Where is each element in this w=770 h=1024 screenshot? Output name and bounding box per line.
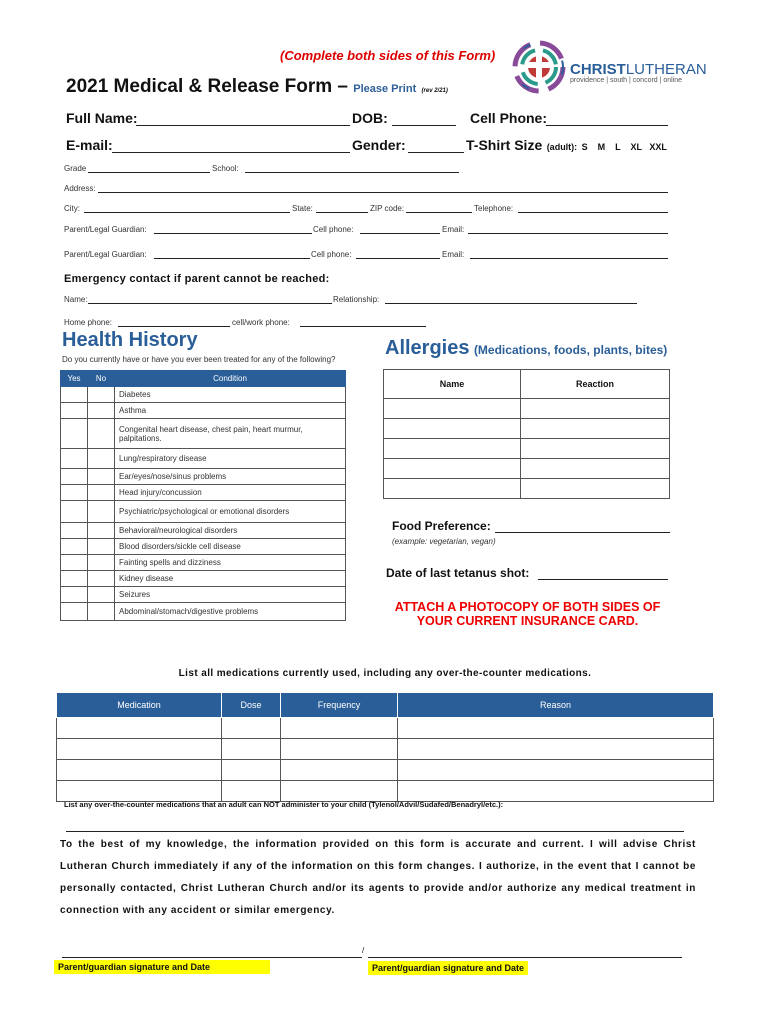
allergy-row[interactable] — [384, 479, 670, 499]
medication-row[interactable] — [57, 739, 714, 760]
telephone-field[interactable] — [518, 212, 668, 213]
condition-label: Abdominal/stomach/digestive problems — [115, 603, 346, 621]
tshirt-adult: (adult): — [546, 142, 578, 152]
condition-label: Seizures — [115, 587, 346, 603]
condition-label: Head injury/concussion — [115, 485, 346, 501]
state-label: State: — [292, 204, 313, 213]
emergency-heading: Emergency contact if parent cannot be reached: — [64, 273, 330, 285]
tshirt-group — [466, 137, 667, 155]
email2-field[interactable] — [470, 258, 668, 259]
emergency-name-label: Name: — [64, 295, 88, 304]
allergy-col-reaction: Reaction — [521, 370, 670, 399]
yes-cell[interactable] — [61, 403, 88, 419]
consent-paragraph: To the best of my knowledge, the information provided on this form is accurate and current. I will advise Christ Lutheran Church immediately if any of the information on this form changes. I authorize, in the event that I cannot be personally contacted, Christ Lutheran Church and/or its agents to provide and/or authorize any medical treatment in connection with any accident or similar emergency. — [60, 839, 696, 916]
gender-field[interactable] — [408, 152, 464, 153]
yes-cell[interactable] — [61, 539, 88, 555]
school-label: School: — [212, 164, 239, 173]
allergy-row[interactable] — [384, 459, 670, 479]
top-note: (Complete both sides of this Form) — [280, 48, 496, 63]
cell1-label: Cell phone: — [313, 225, 354, 234]
yes-cell[interactable] — [61, 449, 88, 469]
health-question: Do you currently have or have you ever been treated for any of the following? — [62, 355, 336, 364]
telephone-label: Telephone: — [474, 204, 514, 213]
med-col-reason: Reason — [398, 693, 714, 718]
yes-cell[interactable] — [61, 571, 88, 587]
cell-work-field[interactable] — [300, 326, 426, 327]
logo-brand-light: LUTHERAN — [625, 61, 707, 78]
allergies-heading: Allergies — [385, 337, 470, 359]
dob-label: DOB: — [352, 110, 388, 126]
condition-label: Blood disorders/sickle cell disease — [115, 539, 346, 555]
school-field[interactable] — [245, 172, 459, 173]
health-row — [61, 387, 346, 403]
health-row — [61, 501, 346, 523]
church-logo — [512, 40, 566, 94]
signature2-label: Parent/guardian signature and Date — [368, 961, 528, 975]
health-row — [61, 419, 346, 449]
email1-label: Email: — [442, 225, 465, 234]
home-phone-field[interactable] — [118, 326, 230, 327]
allergy-row[interactable] — [384, 399, 670, 419]
no-cell[interactable] — [88, 485, 115, 501]
logo-tagline: providence | south | concord | online — [570, 77, 683, 84]
yes-cell[interactable] — [61, 469, 88, 485]
med-col-frequency: Frequency — [281, 693, 398, 718]
yes-cell[interactable] — [61, 587, 88, 603]
address-field[interactable] — [98, 192, 668, 193]
condition-label: Behavioral/neurological disorders — [115, 523, 346, 539]
cell-phone-field[interactable] — [546, 125, 668, 126]
gender-label: Gender: — [352, 137, 406, 153]
tshirt-label: T-Shirt Size — [466, 137, 543, 153]
no-cell[interactable] — [88, 469, 115, 485]
yes-cell[interactable] — [61, 485, 88, 501]
food-example: (example: vegetarian, vegan) — [392, 537, 496, 546]
condition-label: Ear/eyes/nose/sinus problems — [115, 469, 346, 485]
cell2-field[interactable] — [356, 258, 440, 259]
allergy-row[interactable] — [384, 439, 670, 459]
city-field[interactable] — [84, 212, 290, 213]
email1-field[interactable] — [468, 233, 668, 234]
allergies-table — [383, 369, 670, 499]
condition-label: Congenital heart disease, chest pain, heart murmur, palpitations. — [115, 419, 346, 449]
signature2-caption — [368, 958, 528, 976]
zip-label: ZIP code: — [370, 204, 405, 213]
tetanus-field[interactable] — [538, 579, 668, 580]
allergy-col-name: Name — [384, 370, 521, 399]
medication-row[interactable] — [57, 718, 714, 739]
health-row — [61, 449, 346, 469]
guardian2-label: Parent/Legal Guardian: — [64, 250, 147, 259]
col-no: No — [88, 371, 115, 387]
relationship-label: Relationship: — [333, 295, 380, 304]
cross-logo-icon — [512, 40, 566, 94]
emergency-name-field[interactable] — [88, 303, 332, 304]
medications-table — [56, 692, 714, 802]
col-condition: Condition — [115, 371, 346, 387]
city-label: City: — [64, 204, 80, 213]
health-row — [61, 539, 346, 555]
health-row — [61, 587, 346, 603]
email2-label: Email: — [442, 250, 465, 259]
please-print: Please Print — [353, 83, 417, 95]
no-cell[interactable] — [88, 555, 115, 571]
tetanus-label: Date of last tetanus shot: — [386, 566, 530, 580]
yes-cell[interactable] — [61, 555, 88, 571]
health-table — [60, 370, 346, 621]
cell2-label: Cell phone: — [311, 250, 352, 259]
email-field[interactable] — [112, 152, 350, 153]
no-cell[interactable] — [88, 571, 115, 587]
full-name-field[interactable] — [136, 125, 350, 126]
guardian2-field[interactable] — [154, 258, 310, 259]
health-row — [61, 523, 346, 539]
no-cell[interactable] — [88, 603, 115, 621]
medication-row[interactable] — [57, 760, 714, 781]
yes-cell[interactable] — [61, 523, 88, 539]
otc-field[interactable] — [66, 831, 684, 832]
health-row — [61, 555, 346, 571]
state-field[interactable] — [316, 212, 368, 213]
health-row — [61, 571, 346, 587]
logo-wordmark — [570, 61, 707, 78]
relationship-field[interactable] — [385, 303, 637, 304]
condition-label: Diabetes — [115, 387, 346, 403]
address-label: Address: — [64, 184, 96, 193]
allergy-row[interactable] — [384, 419, 670, 439]
yes-cell[interactable] — [61, 419, 88, 449]
tshirt-sizes[interactable]: S M L XL XXL — [581, 142, 667, 152]
no-cell[interactable] — [88, 587, 115, 603]
health-row — [61, 485, 346, 501]
food-label: Food Preference: — [392, 519, 491, 533]
no-cell[interactable] — [88, 501, 115, 523]
no-cell[interactable] — [88, 403, 115, 419]
health-history-heading: Health History — [62, 329, 198, 351]
otc-note: List any over-the-counter medications that an adult can NOT administer to your child (Tylenol/Advil/Sudafed/Benadryl/etc.): — [64, 800, 504, 809]
insurance-note: ATTACH A PHOTOCOPY OF BOTH SIDES OF YOUR CURRENT INSURANCE CARD. — [394, 600, 661, 628]
col-yes: Yes — [61, 371, 88, 387]
health-row — [61, 469, 346, 485]
health-row — [61, 603, 346, 621]
condition-label: Fainting spells and dizziness — [115, 555, 346, 571]
zip-field[interactable] — [406, 212, 472, 213]
email-label: E-mail: — [66, 137, 113, 153]
guardian1-field[interactable] — [154, 233, 312, 234]
health-row — [61, 403, 346, 419]
allergies-sub: (Medications, foods, plants, bites) — [473, 343, 668, 357]
full-name-label: Full Name: — [66, 110, 138, 126]
yes-cell[interactable] — [61, 603, 88, 621]
signature1-caption — [54, 957, 270, 975]
yes-cell[interactable] — [61, 387, 88, 403]
allergies-header — [385, 337, 667, 360]
condition-label: Asthma — [115, 403, 346, 419]
signature-separator: / — [362, 946, 365, 955]
no-cell[interactable] — [88, 523, 115, 539]
dob-field[interactable] — [392, 125, 456, 126]
med-col-dose: Dose — [222, 693, 281, 718]
no-cell[interactable] — [88, 419, 115, 449]
no-cell[interactable] — [88, 539, 115, 555]
grade-label: Grade — [64, 164, 87, 173]
no-cell[interactable] — [88, 387, 115, 403]
guardian1-label: Parent/Legal Guardian: — [64, 225, 147, 234]
logo-brand-bold: CHRIST — [570, 61, 626, 78]
form-title — [66, 76, 448, 98]
no-cell[interactable] — [88, 449, 115, 469]
grade-field[interactable] — [88, 172, 210, 173]
cell1-field[interactable] — [360, 233, 440, 234]
medication-row[interactable] — [57, 781, 714, 802]
condition-label: Psychiatric/psychological or emotional disorders — [115, 501, 346, 523]
food-field[interactable] — [495, 532, 670, 533]
medications-heading: List all medications currently used, including any over-the-counter medications. — [178, 668, 592, 679]
cell-phone-label: Cell Phone: — [470, 110, 548, 126]
condition-label: Lung/respiratory disease — [115, 449, 346, 469]
cell-work-label: cell/work phone: — [232, 318, 290, 327]
yes-cell[interactable] — [61, 501, 88, 523]
home-phone-label: Home phone: — [64, 318, 113, 327]
signature1-label: Parent/guardian signature and Date — [54, 960, 270, 974]
revision: (rev 2/21) — [421, 88, 448, 94]
title-text: 2021 Medical & Release Form – — [66, 76, 348, 97]
med-col-medication: Medication — [57, 693, 222, 718]
condition-label: Kidney disease — [115, 571, 346, 587]
